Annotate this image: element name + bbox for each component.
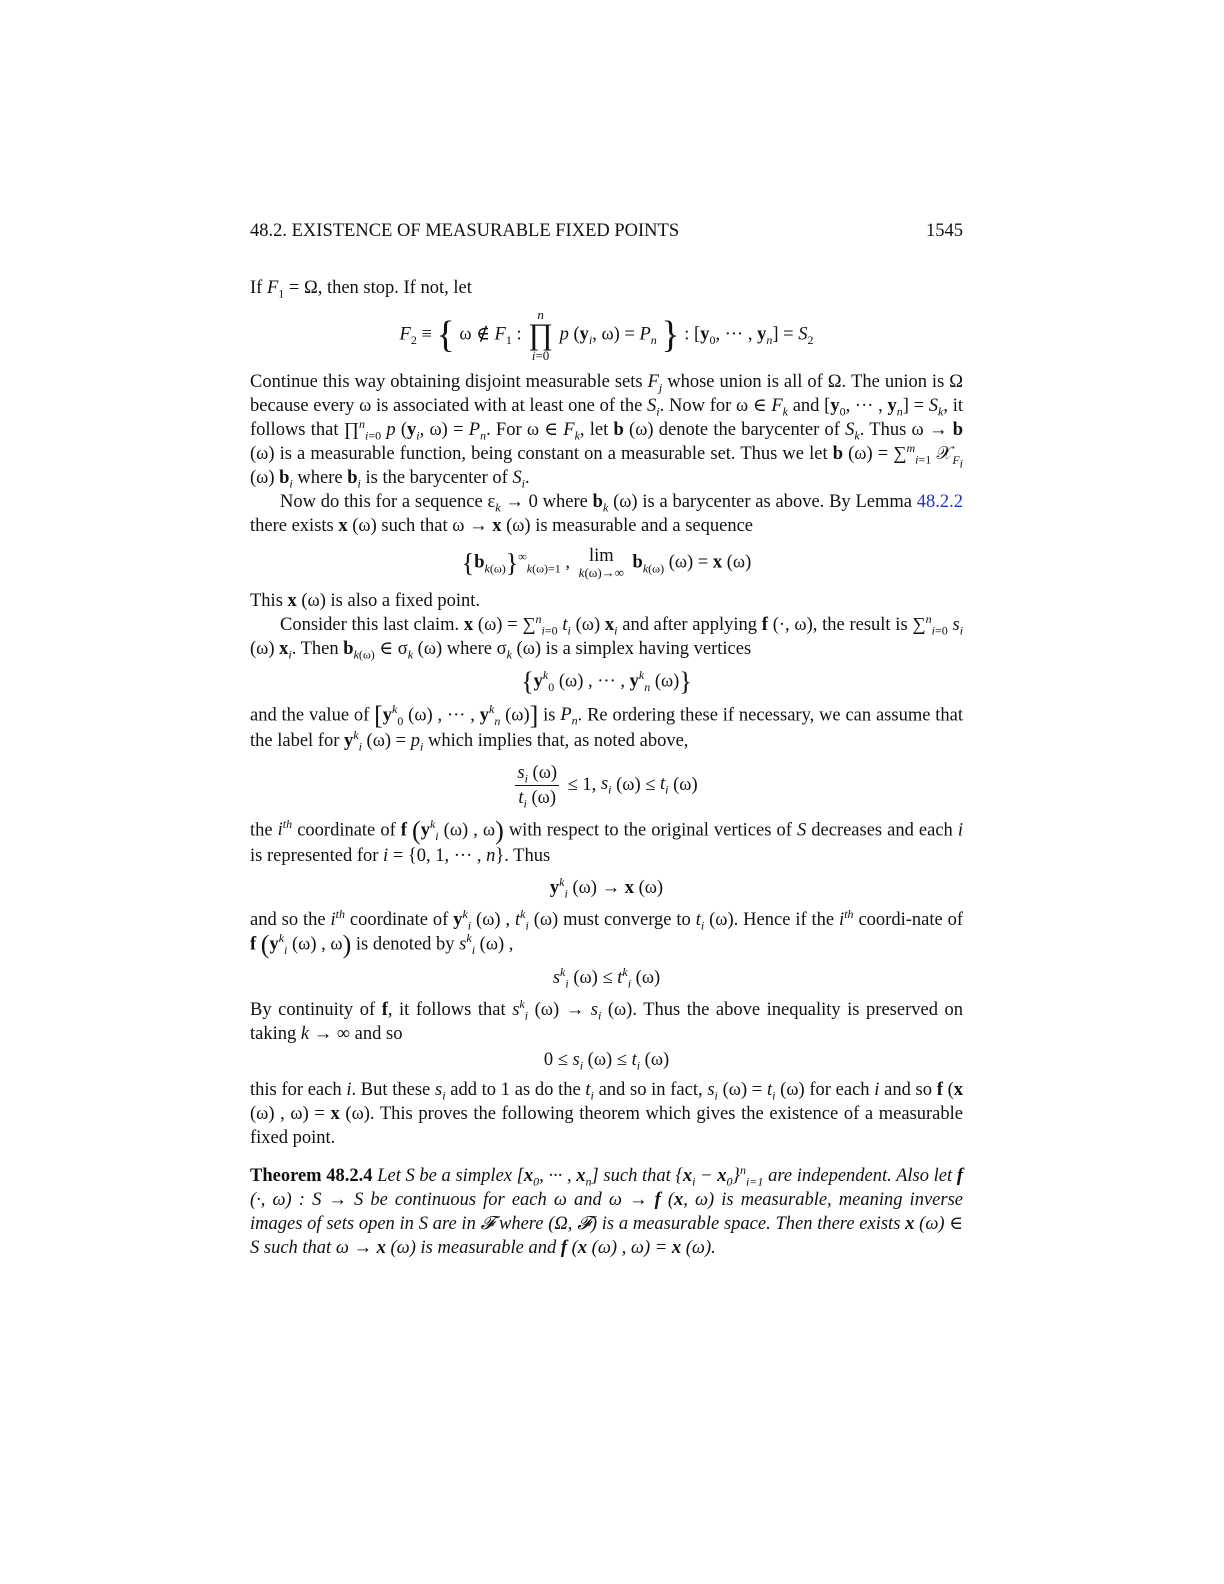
paragraph: By continuity of f, it follows that $s^k_i$ $(\omega) \to s_i$ (ω). Thus the above inequality is preserved on taking k → ∞ and so: [250, 996, 964, 1044]
paragraph: the $i^{th}$ coordinate of f ($y^k_i$ (ω) , ω) with respect to the original vertices of S decreases and each i is represented for i = {0, 1, ··· , n}. Thus: [250, 815, 963, 866]
page-body: [250, 276, 963, 1260]
page-number: 1545: [926, 221, 963, 241]
paragraph: and the value of [$y^k_0$ (ω) , ··· , $y^k_n$ (ω)] is $P_n$. Re ordering these if necessary, we can assume that the label for $y^k_i$ $(\omega) = p_i$ which implies that, as noted above,: [250, 700, 964, 754]
lemma-link[interactable]: 48.2.2: [916, 492, 963, 512]
paragraph: and so the $i^{th}$ coordinate of $y^k_i$ (ω) , $t^k_i$ (ω) must converge to $t_i$ (ω). Hence if the $i^{th}$ coordi-nate of f ($y^k_i$ (ω) , ω) is denoted by $s^k_i$ (ω) ,: [250, 906, 963, 959]
paragraph: If $F_1 = \Omega$, then stop. If not, let: [250, 278, 472, 301]
section-title: 48.2. EXISTENCE OF MEASURABLE FIXED POINTS: [250, 221, 680, 241]
theorem-block: Theorem 48.2.4 Let S be a simplex [$x_0$, ··· , $x_n$] such that $\{x_i - x_0\}^n_{i=1}$ are independent. Also let f (·, ω) : S → S be continuous for each ω and ω → f (x, ω) is measurable, meaning inverse images of sets open in S are in 𝓕 where (Ω, 𝓕) is a measurable space. Then there exists x (ω) ∈ S such that ω → x (ω) is measurable and f (x (ω) , ω) = x (ω).: [250, 1162, 964, 1258]
paragraph: Consider this last claim. x (ω) = ∑$^n_{i=0}$ $t_i$ (ω) $x_i$ and after applying f (·, ω), the result is ∑$^n_{i=0}$ $s_i$ (ω) $x_i$. Then $b_{k(\omega)}$ ∈ $\sigma_k$ (ω) where $\sigma_k$ (ω) is a simplex having vertices: [250, 611, 964, 662]
running-header: [250, 221, 963, 242]
equation-f2: $F_2$ ≡ { ω ∉ $F_1$ : n ∏ i=0 p ($y_i$, $\omega) = P_n$ } : [$y_0$, ··· , $y_n] = S_2$: [399, 307, 814, 363]
paragraph: Continue this way obtaining disjoint measurable sets $F_j$ whose union is all of Ω. The union is Ω because every ω is associated with at least one of the $S_i$. Now for ω ∈ $F_k$ and [$y_0$, ··· , $y_n] = S_k$, it follows that ∏$^n_{i=0}$ p ($y_i$, $\omega) = P_n$. For ω ∈ $F_k$, let b (ω) denote the barycenter of $S_k$. Thus ω → b (ω) is a measurable function, being constant on a measurable set. Thus we let b (ω) = ∑$^m_{i=1}$ 𝒳$_{F_i}$ (ω) $b_i$ where $b_i$ is the barycenter of $S_i$.: [250, 372, 964, 491]
paragraph: Now do this for a sequence $\varepsilon_k \to 0$ where $b_k$ (ω) is a barycenter as above. By Lemma 48.2.2 there exists x (ω) such that ω → x (ω) is measurable and a sequence: [250, 492, 963, 536]
equation-sequence: $\{b_{k(\omega)}\}^\infty_{k(\omega)=1}$ , lim k(ω)→∞ $b_{k(\omega)}$ (ω) = x (ω): [461, 546, 752, 581]
equation-inequality-k: $s^k_i$ $(\omega) \le t^k_i$ (ω): [552, 964, 661, 991]
paragraph: This x (ω) is also a fixed point.: [250, 590, 481, 611]
equation-ratio: $\frac{s_i (\omega)}{t_i (\omega)}$ ≤ 1, $s_i$ $(\omega) \le t_i$ (ω): [517, 762, 698, 811]
equation-convergence: $y^k_i$ (ω) → x (ω): [549, 874, 664, 901]
equation-bounds: $0 \le s_i$ $(\omega) \le t_i$ (ω): [543, 1049, 670, 1073]
paragraph: this for each i. But these $s_i$ add to 1 as do the $t_i$ and so in fact, $s_i$ $(\omega) = t_i$ (ω) for each i and so f (x (ω) , ω) = x (ω). This proves the following theorem which gives the existence of a measurable fixed point.: [250, 1079, 963, 1148]
theorem-label: Theorem 48.2.4: [250, 1165, 373, 1186]
equation-vertices: {$y^k_0$ (ω) , ··· , $y^k_n$ (ω)}: [521, 666, 692, 696]
